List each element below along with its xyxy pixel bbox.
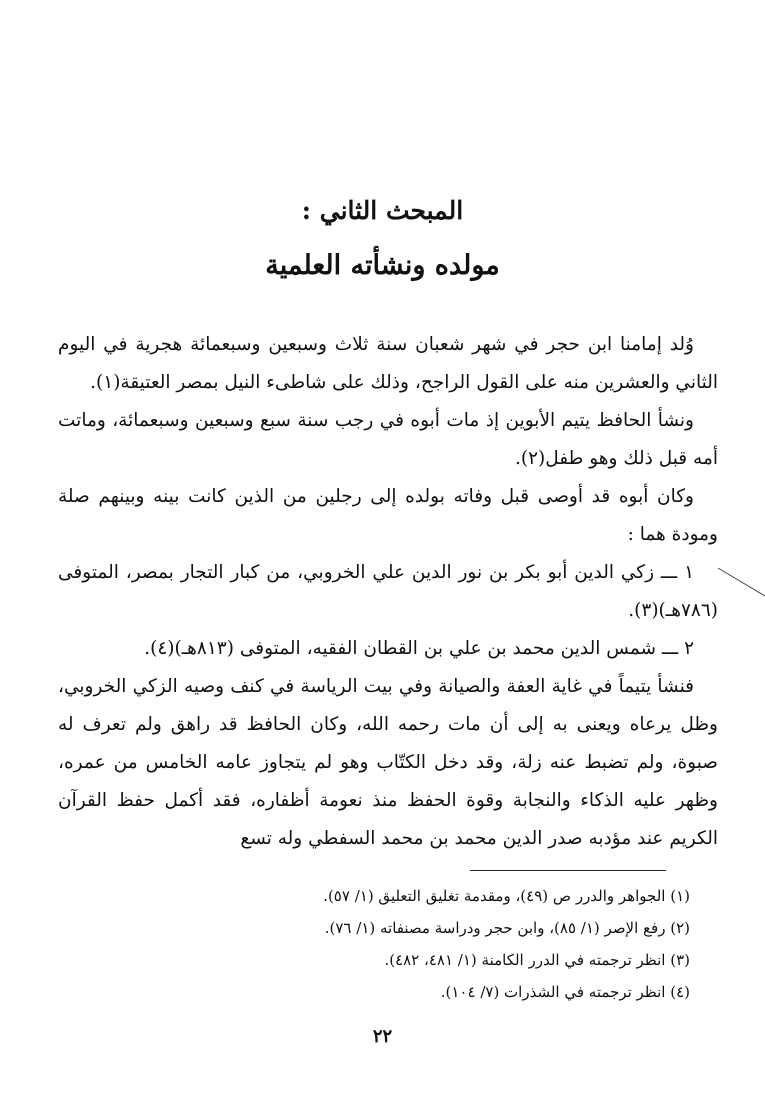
body-text	[58, 326, 718, 858]
footnote-3: (٣) انظر ترجمته في الدرر الكامنة (١/ ٤٨١، ٤٨٢).	[384, 951, 690, 969]
footnotes	[190, 880, 690, 1008]
page-number: ٢٢	[372, 1026, 393, 1047]
list-item-guardian-2: ٢ ـــ شمس الدين محمد بن علي بن القطان الفقيه، المتوفى (٨١٣هـ)(٤).	[144, 638, 694, 659]
footnote-4: (٤) انظر ترجمته في الشذرات (٧/ ١٠٤).	[440, 983, 690, 1001]
section-title: المبحث الثاني :	[301, 196, 464, 225]
footnote-1: (١) الجواهر والدرر ص (٤٩)، ومقدمة تغليق التعليق (١/ ٥٧).	[323, 887, 690, 905]
paragraph-birth: وُلد إمامنا ابن حجر في شهر شعبان سنة ثلاث وسبعين وسبعمائة هجرية في اليوم الثاني والعشرين منه على القول الراجح، وذلك على شاطىء النيل بمصر العتيقة(١).	[58, 334, 718, 393]
section-subtitle: مولده ونشأته العلمية	[265, 250, 500, 281]
paragraph-guardians: وكان أبوه قد أوصى قبل وفاته بولده إلى رجلين من الذين كانت بينه وبينهم صلة ومودة هما :	[58, 486, 718, 545]
list-item-guardian-1: ١ ـــ زكي الدين أبو بكر بن نور الدين علي الخروبي، من كبار التجار بمصر، المتوفى (٧٨٦هـ)(٣).	[58, 562, 718, 621]
footnote-2: (٢) رفع الإصر (١/ ٨٥)، وابن حجر ودراسة مصنفاته (١/ ٧٦).	[324, 919, 690, 937]
footnote-divider	[470, 870, 666, 871]
paragraph-upbringing: فنشأ يتيماً في غاية العفة والصيانة وفي بيت الرياسة في كنف وصيه الزكي الخروبي، وظل يرعاه ويعنى به إلى أن مات رحمه الله، وكان الحافظ قد راهق ولم تعرف له صبوة، ولم تضبط عنه زلة، وقد دخل الكتّاب وهو لم يتجاوز عامه الخامس من عمره، وظهر عليه الذكاء والنجابة وقوة الحفظ منذ نعومة أظفاره، فقد أكمل حفظ القرآن الكريم عند مؤدبه صدر الدين محمد بن محمد السفطي وله تسع	[58, 676, 718, 849]
paragraph-orphan: ونشأ الحافظ يتيم الأبوين إذ مات أبوه في رجب سنة سبع وسبعين وسبعمائة، وماتت أمه قبل ذلك وهو طفل(٢).	[58, 410, 718, 469]
